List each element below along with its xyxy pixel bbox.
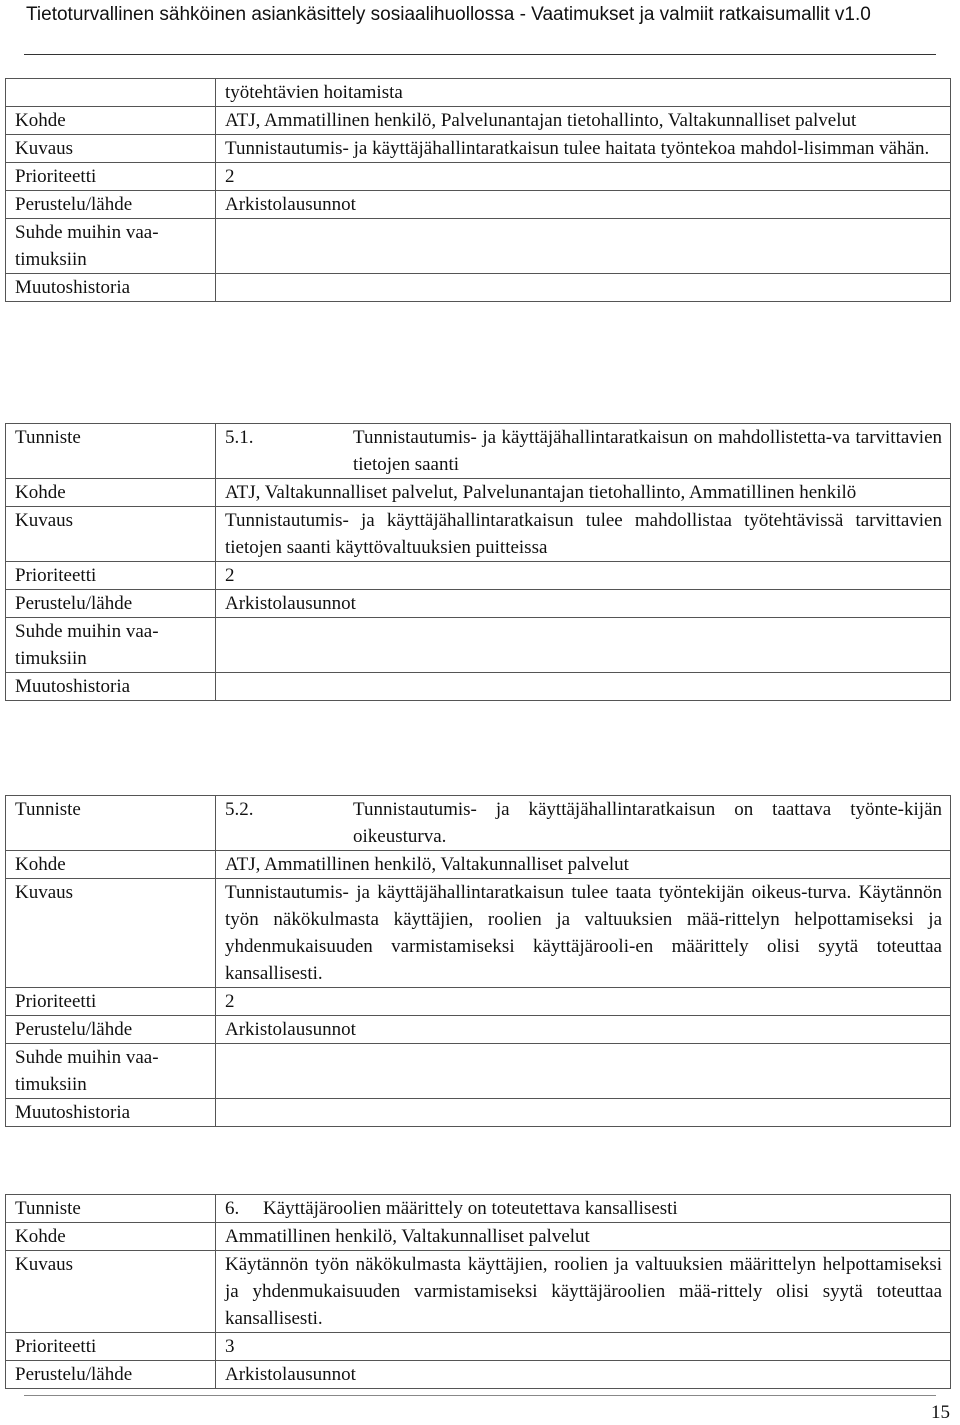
label-prioriteetti: Prioriteetti [6,1333,216,1361]
label-perustelu: Perustelu/lähde [6,1016,216,1044]
label-kohde: Kohde [6,107,216,135]
value-perustelu: Arkistolausunnot [216,590,951,618]
table-row [6,1044,951,1099]
value-kohde: ATJ, Ammatillinen henkilö, Valtakunnalliset palvelut [216,851,951,879]
table-row [6,1251,951,1333]
label-tunniste: Tunniste [6,424,216,479]
value-kuvaus: Tunnistautumis- ja käyttäjähallintaratkaisun tulee taata työntekijän oikeus-turva. Käytännön työn näkökulmasta käyttäjien, roolien ja valtuuksien mää-rittelyn helpottamiseksi ja yhdenmukaisuuden varmistamiseksi käyttäjärooli-en määrittely olisi syytä toteuttaa kansallisesti. [216,879,951,988]
label-perustelu: Perustelu/lähde [6,590,216,618]
table-row [6,851,951,879]
value-suhde [216,219,951,274]
label-prioriteetti: Prioriteetti [6,988,216,1016]
label-prioriteetti: Prioriteetti [6,562,216,590]
tunniste-number: 5.2. [225,799,254,820]
table-row [6,135,951,163]
label-suhde: Suhde muihin vaa-timuksiin [6,618,216,673]
label-tunniste: Tunniste [6,796,216,851]
label-muutoshistoria: Muutoshistoria [6,274,216,302]
table-row [6,988,951,1016]
value-prioriteetti: 3 [216,1333,951,1361]
label-kohde: Kohde [6,1223,216,1251]
label-prioriteetti: Prioriteetti [6,163,216,191]
label-muutoshistoria: Muutoshistoria [6,673,216,701]
footer-rule [24,1395,936,1396]
label-kuvaus: Kuvaus [6,879,216,988]
requirement-table-5-1 [5,423,951,701]
table-row [6,1333,951,1361]
requirement-table-continued [5,78,951,302]
value-prioriteetti: 2 [216,562,951,590]
label-kuvaus: Kuvaus [6,135,216,163]
table-row [6,590,951,618]
value-muutoshistoria [216,673,951,701]
value-tunniste [216,424,951,479]
value-kohde: ATJ, Valtakunnalliset palvelut, Palvelunantajan tietohallinto, Ammatillinen henkilö [216,479,951,507]
value-kohde: ATJ, Ammatillinen henkilö, Palvelunantajan tietohallinto, Valtakunnalliset palvelut [216,107,951,135]
table-row [6,1223,951,1251]
continuation-text: työtehtävien hoitamista [216,79,951,107]
value-prioriteetti: 2 [216,163,951,191]
tunniste-title: Tunnistautumis- ja käyttäjähallintaratkaisun on taattava työnte-kijän oikeusturva. [353,799,942,847]
value-muutoshistoria [216,274,951,302]
table-row [6,1016,951,1044]
label-kohde: Kohde [6,479,216,507]
label-muutoshistoria: Muutoshistoria [6,1099,216,1127]
requirement-table-6 [5,1194,951,1389]
value-perustelu: Arkistolausunnot [216,191,951,219]
tunniste-number: 5.1. [225,427,254,448]
label-kohde: Kohde [6,851,216,879]
table-row [6,507,951,562]
label-suhde: Suhde muihin vaa-timuksiin [6,1044,216,1099]
value-tunniste [216,1195,951,1223]
value-kohde: Ammatillinen henkilö, Valtakunnalliset palvelut [216,1223,951,1251]
table-row [6,1361,951,1389]
header-rule [24,54,936,55]
table-row [6,1099,951,1127]
label-suhde: Suhde muihin vaa-timuksiin [6,219,216,274]
label-kuvaus: Kuvaus [6,507,216,562]
table-row [6,879,951,988]
page-number: 15 [931,1402,950,1423]
value-prioriteetti: 2 [216,988,951,1016]
tunniste-title: Käyttäjäroolien määrittely on toteutettava kansallisesti [263,1198,678,1219]
table-row [6,274,951,302]
row-label-empty [6,79,216,107]
label-kuvaus: Kuvaus [6,1251,216,1333]
value-kuvaus: Tunnistautumis- ja käyttäjähallintaratkaisun tulee haitata työntekoa mahdol-lisimman vähän. [216,135,951,163]
label-perustelu: Perustelu/lähde [6,191,216,219]
table-row [6,618,951,673]
table-row [6,562,951,590]
label-tunniste: Tunniste [6,1195,216,1223]
table-row [6,107,951,135]
table-row [6,79,951,107]
value-tunniste [216,796,951,851]
value-perustelu: Arkistolausunnot [216,1016,951,1044]
requirement-table-5-2 [5,795,951,1127]
table-row [6,219,951,274]
tunniste-number: 6. [225,1198,240,1219]
table-row [6,1195,951,1223]
value-muutoshistoria [216,1099,951,1127]
table-row [6,796,951,851]
label-perustelu: Perustelu/lähde [6,1361,216,1389]
value-kuvaus: Tunnistautumis- ja käyttäjähallintaratkaisun tulee mahdollistaa työtehtävissä tarvittavien tietojen saanti käyttövaltuuksien puitteissa [216,507,951,562]
table-row [6,479,951,507]
value-perustelu: Arkistolausunnot [216,1361,951,1389]
table-row [6,673,951,701]
table-row [6,191,951,219]
value-suhde [216,618,951,673]
tunniste-title: Tunnistautumis- ja käyttäjähallintaratkaisun on mahdollistetta-va tarvittavien tietojen saanti [353,427,942,475]
table-row [6,424,951,479]
document-header: Tietoturvallinen sähköinen asiankäsittely sosiaalihuollossa - Vaatimukset ja valmiit ratkaisumallit v1.0 [26,4,871,25]
table-row [6,163,951,191]
value-suhde [216,1044,951,1099]
value-kuvaus: Käytännön työn näkökulmasta käyttäjien, roolien ja valtuuksien määrittelyn helpottamiseksi ja yhdenmukaisuuden varmistamiseksi käyttäjäroolien mää-rittely olisi syytä toteuttaa kansallisesti. [216,1251,951,1333]
